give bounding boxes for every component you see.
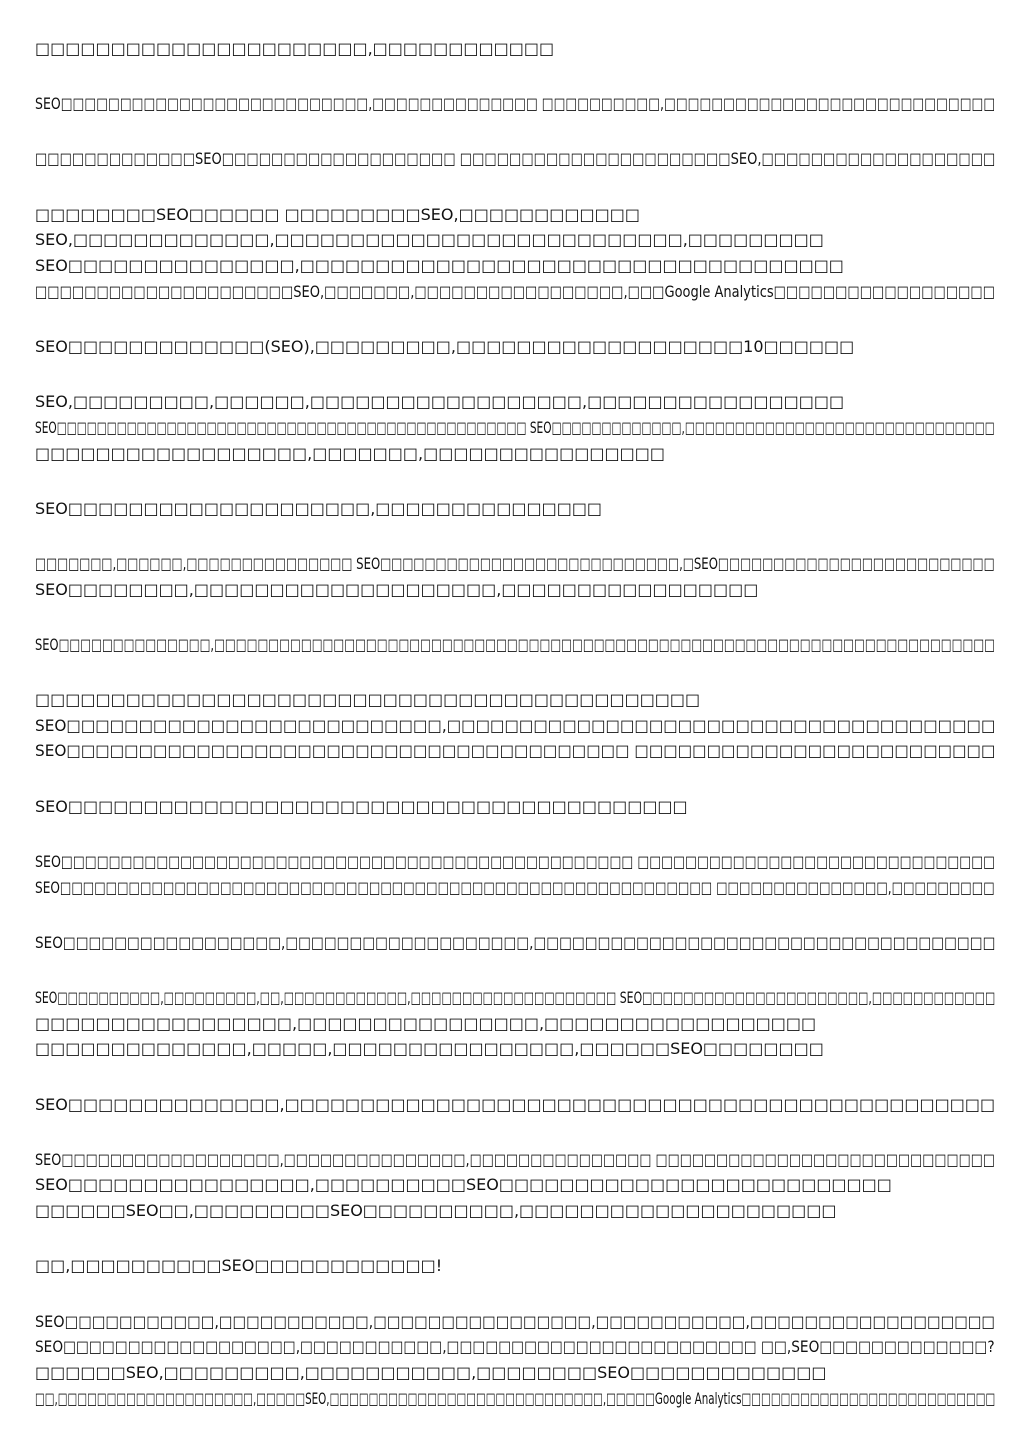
paragraph	[35, 794, 995, 820]
text-line: SEO□□□□□□□□□□□□□□□□□□,□□□□□□□□□□□□□□□,□□□□□□□□□□□□□□□ □□□□□□□□□□□□□□□□□□□□□□□□□□□□	[35, 1149, 996, 1169]
text-line: □□□□□□□□SEO□□□□□□ □□□□□□□□□SEO,□□□□□□□□□□□□	[35, 204, 640, 224]
text-line: □□□□□□SEO,□□□□□□□□□,□□□□□□□□□□□,□□□□□□□□SEO□□□□□□□□□□□□□	[35, 1363, 827, 1382]
text-line: SEO□□□□□□□□□□□□□□□□□□,□□□□□□□□□□□,□□□□□□□□□□□□□□□□□□□□□□□□ □□,SEO□□□□□□□□□□□□□?	[35, 1337, 995, 1357]
text-line: SEO□□□□□□□□□□□□□□□□□□□□□□□□□□□□□□□□□□□□□□□□□□□□□□□□ □□□□□□□□□□□□□□□□□□□□□□□□□□□□□□	[35, 851, 996, 871]
paragraph	[35, 91, 995, 117]
paragraph	[35, 632, 995, 658]
text-line: □□□□□□□□□□□□□SEO□□□□□□□□□□□□□□□□□□□ □□□□□□□□□□□□□□□□□□□□□□SEO,□□□□□□□□□□□□□□□□□□□	[35, 149, 996, 169]
text-line: □□□□□□□□□□□□□□□□□□□□□□□□□□□□□□□□□□□□□□□□□□□□	[35, 690, 701, 710]
text-line: □□□□□□□□□□□□□□,□□□□□,□□□□□□□□□□□□□□□□,□□□□□□SEO□□□□□□□□	[35, 1039, 824, 1059]
text-line: □□□□□□SEO□□,□□□□□□□□□SEO□□□□□□□□□□,□□□□□□□□□□□□□□□□□□□□□	[35, 1201, 837, 1221]
paragraph	[35, 146, 995, 172]
text-line: □□□□□□□,□□□□□□,□□□□□□□□□□□□□□□ SEO□□□□□□□□□□□□□□□□□□□□□□□□□□□,□SEO□□□□□□□□□□□□□□□□□□□□□□□□□	[35, 553, 995, 573]
paragraph	[35, 930, 995, 956]
paragraph	[35, 1147, 995, 1224]
text-line: □□□□□□□□□□□□□□□□□□□□□SEO,□□□□□□□,□□□□□□□□□□□□□□□□□,□□□Google Analytics□□□□□□□□□□□□□□□□□□	[35, 281, 996, 301]
paragraph	[35, 849, 995, 900]
text-line: □□,□□□□□□□□□□□□□□□□□□□□,□□□□□SEO,□□□□□□□□□□□□□□□□□□□□□□□□□□□□,□□□□□Google Analytics□□□□□□□□□□□□□□□□□□□□□□□□□□	[35, 1388, 996, 1408]
text-line: □□□□□□□□□□□□□□□□□□,□□□□□□□,□□□□□□□□□□□□□□□□	[35, 443, 665, 463]
text-line: □□,□□□□□□□□□□SEO□□□□□□□□□□□□!	[35, 1256, 443, 1276]
paragraph	[35, 1092, 995, 1118]
paragraph	[35, 1309, 995, 1412]
text-line: SEO,□□□□□□□□□□□□□,□□□□□□□□□□□□□□□□□□□□□□□□□□□,□□□□□□□□□	[35, 230, 824, 250]
text-line: SEO□□□□□□□□□□□□□□□□□,□□□□□□□□□□□□□□□□□□□,□□□□□□□□□□□□□□□□□□□□□□□□□□□□□□□□□□□□	[35, 932, 996, 952]
paragraph	[35, 334, 995, 360]
text-line: SEO□□□□□□□□□□□□□□□□,□□□□□□□□□□SEO□□□□□□□□□□□□□□□□□□□□□□□□□□	[35, 1175, 892, 1195]
paragraph	[35, 551, 995, 602]
text-line: □□□□□□□□□□□□□□□□□□□□□□,□□□□□□□□□□□□	[35, 39, 555, 58]
text-line: SEO□□□□□□□□□□□□□□□,□□□□□□□□□□□□□□□□□□□□□□□□□□□□□□□□□□□□	[35, 256, 844, 276]
text-line: SEO□□□□□□□□□□□□□□□□□□□□□□□□□□,□□□□□□□□□□□□□□ □□□□□□□□□□,□□□□□□□□□□□□□□□□□□□□□□□□□□□□	[35, 94, 996, 114]
paragraph	[35, 985, 995, 1062]
text-line: SEO□□□□□□□□□□□,□□□□□□□□□□□,□□□□□□□□□□□□□□□□,□□□□□□□□□□□,□□□□□□□□□□□□□□□□□□	[35, 1311, 996, 1331]
paragraph	[35, 202, 995, 305]
text-line: SEO□□□□□□□□□□□□□(SEO),□□□□□□□□□,□□□□□□□□□□□□□□□□□□□10□□□□□□	[35, 336, 855, 356]
text-line: SEO□□□□□□□□□□,□□□□□□□□□,□□,□□□□□□□□□□□□,□□□□□□□□□□□□□□□□□□□□ SEO□□□□□□□□□□□□□□□□□□□□□□,□□□□□□□□□□□□	[35, 987, 996, 1007]
text-line: □□□□□□□□□□□□□□□□□,□□□□□□□□□□□□□□□□,□□□□□□□□□□□□□□□□□□	[35, 1013, 817, 1033]
paragraph	[35, 687, 995, 764]
text-line: SEO□□□□□□□□□□□□□□□□□□□□□□□□□□□□□□□□□□□□□□□□□	[35, 796, 688, 816]
paragraph	[35, 389, 995, 466]
text-line: SEO□□□□□□□□□□□□□□,□□□□□□□□□□□□□□□□□□□□□□□□□□□□□□□□□□□□□□□□□□□□□□□	[35, 1094, 996, 1114]
text-line: SEO□□□□□□□□□□□□□□□□□□□□□□□□□□□□□□□□□□□□□□□□□□□□□□□ SEO□□□□□□□□□□□□□,□□□□□□□□□□□□□□□□□□□□□□□□□□□□□□□	[35, 417, 995, 437]
paragraph	[35, 1253, 995, 1279]
text-line: SEO,□□□□□□□□□,□□□□□□,□□□□□□□□□□□□□□□□□□,□□□□□□□□□□□□□□□□□	[35, 392, 845, 412]
paragraph	[35, 496, 995, 522]
document-body	[35, 36, 995, 1441]
text-line: SEO□□□□□□□□□□□□□□,□□□□□□□□□□□□□□□□□□□□□□□□□□□□□□□□□□□□□□□□□□□□□□□□□□□□□□□□□□□□□□□□□□□□□□□□	[35, 634, 996, 654]
text-line: SEO□□□□□□□□□□□□□□□□□□□□□□□□□□□□□□□□□□□□□□□ □□□□□□□□□□□□□□□□□□□□□□□□□	[35, 741, 996, 761]
text-line: SEO□□□□□□□□□□□□□□□□□□□□□□□□□□□□□□□□□□□□□□□□□□□□□□□□□□□□□□□□□ □□□□□□□□□□□□□□□,□□□□□□□□□	[35, 877, 995, 897]
paragraph	[35, 36, 995, 62]
text-line: SEO□□□□□□□□,□□□□□□□□□□□□□□□□□□□□,□□□□□□□□□□□□□□□□□	[35, 579, 759, 599]
text-line: SEO□□□□□□□□□□□□□□□□□□□□□□□□□□,□□□□□□□□□□□□□□□□□□□□□□□□□□□□□□□□□□□□□□	[35, 715, 996, 735]
text-line: SEO□□□□□□□□□□□□□□□□□□□□,□□□□□□□□□□□□□□□	[35, 498, 603, 518]
